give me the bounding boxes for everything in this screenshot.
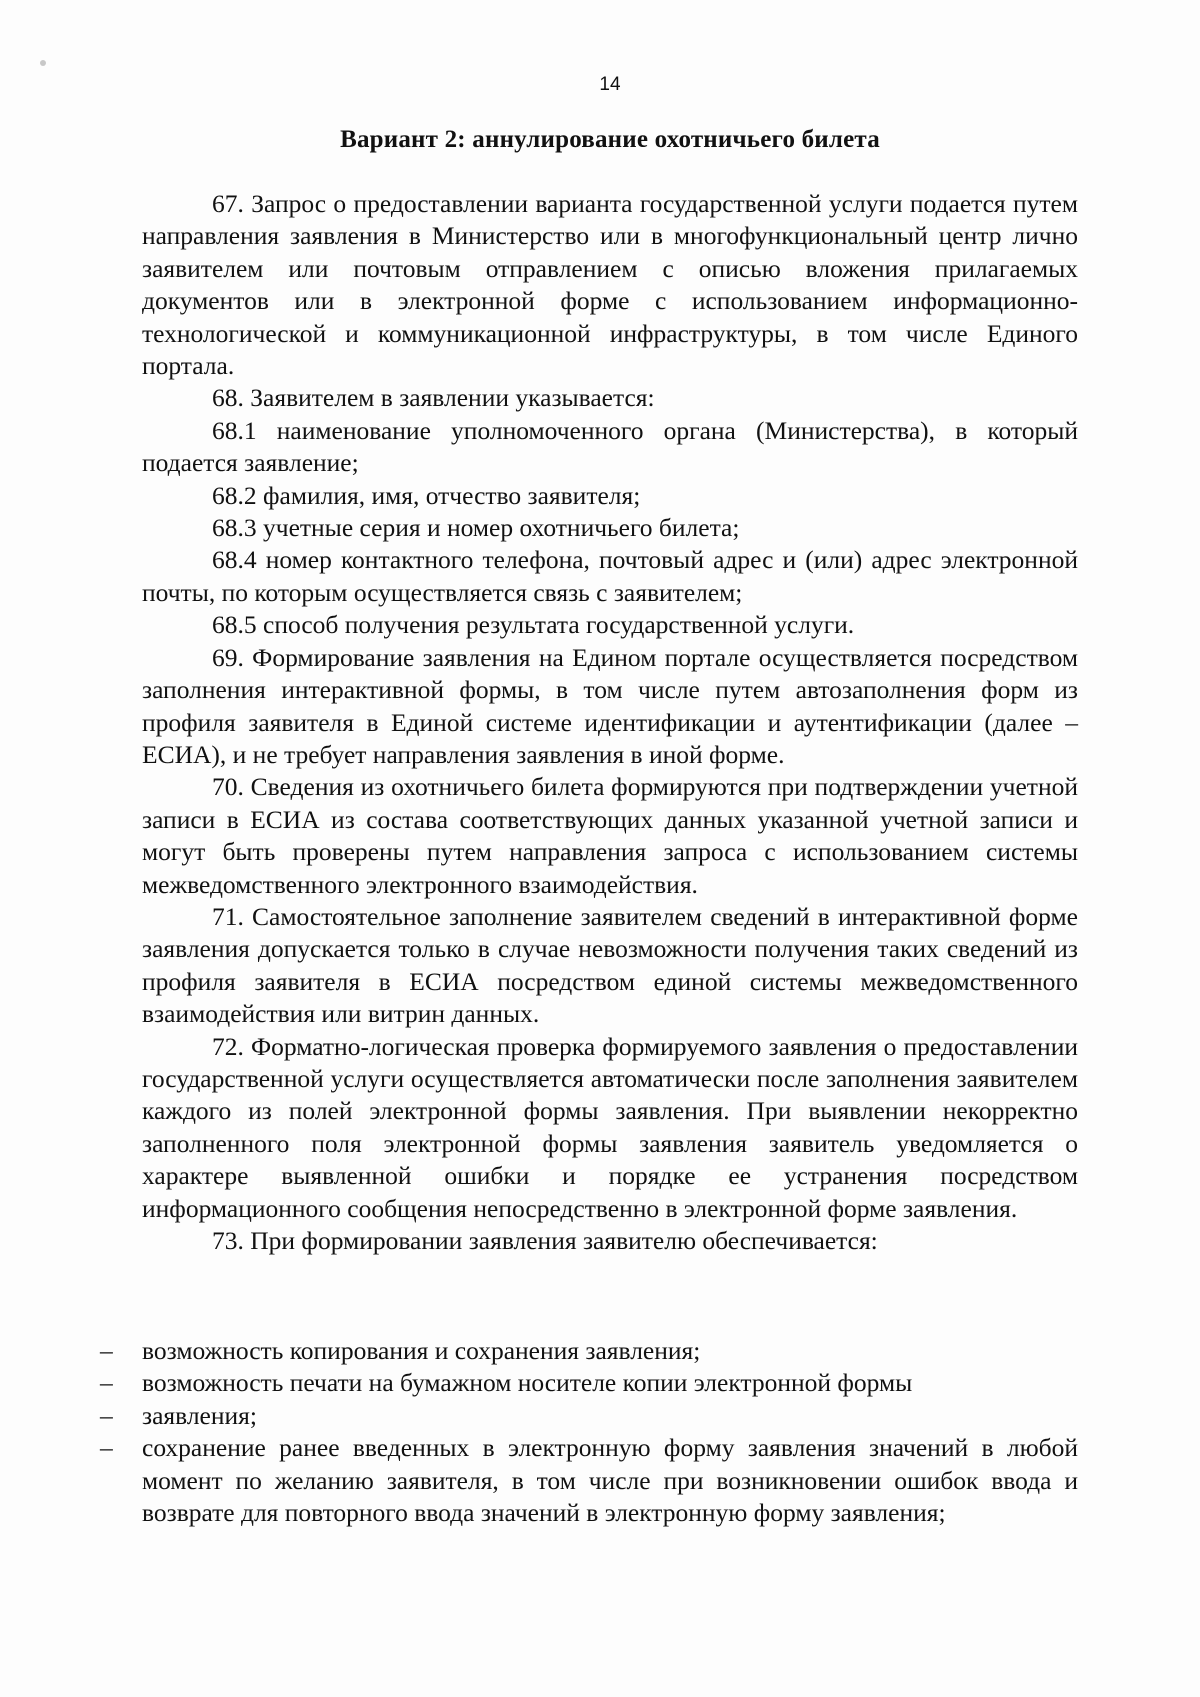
paragraph-73: 73. При формировании заявления заявителю обеспечивается: [212, 1226, 878, 1255]
paragraph-68-1: 68.1 наименование уполномоченного органа (Министерства), в который подается заявление; [142, 415, 1078, 478]
paragraph-68: 68. Заявителем в заявлении указывается: [212, 383, 655, 413]
document-body [142, 188, 1078, 1257]
bullet-text: возможность копирования и сохранения заявления; [142, 1336, 701, 1365]
paragraph-71: 71. Самостоятельное заполнение заявителем сведений в интерактивной форме заявления допускается только в случае невозможности получения таких сведений из профиля заявителя в ЕСИА посредством единой системы межведомственного взаимодействия или витрин данных. [142, 901, 1078, 1029]
list-item [100, 1400, 1078, 1432]
bullet-dash: – [100, 1368, 113, 1398]
paragraph-68-4: 68.4 номер контактного телефона, почтовый адрес и (или) адрес электронной почты, по которым осуществляется связь с заявителем; [142, 545, 1078, 607]
bullet-text: заявления; [142, 1400, 257, 1430]
section-title: Вариант 2: аннулирование охотничьего билета [340, 126, 880, 153]
paragraph-67: 67. Запрос о предоставлении варианта государственной услуги подается путем направления заявления в Министерство или в многофункциональный центр лично заявителем или почтовым отправлением с описью вложения прилагаемых документов или в электронной форме с использованием информационно-технологической и коммуникационной инфраструктуры, в том числе Единого портала. [142, 189, 1078, 381]
bullet-dash: – [100, 1400, 113, 1430]
paragraph-72: 72. Форматно-логическая проверка формируемого заявления о предоставлении государственной услуги осуществляется автоматически после заполнения заявителем каждого из полей электронной формы заявления. При выявлении некорректно заполненного поля электронной формы заявления заявитель уведомляется о характере выявленной ошибки и порядке ее устранения посредством информационного сообщения непосредственно в электронной форме заявления. [142, 1031, 1078, 1223]
paragraph-68-3: 68.3 учетные серия и номер охотничьего билета; [212, 513, 740, 543]
paragraph-69: 69. Формирование заявления на Едином портале осуществляется посредством заполнения интерактивной формы, в том числе путем автозаполнения форм из профиля заявителя в Единой системе идентификации и аутентификации (далее – ЕСИА), и не требует направления заявления в иной форме. [142, 642, 1078, 769]
paragraph-68-2: 68.2 фамилия, имя, отчество заявителя; [212, 480, 641, 510]
list-item [100, 1335, 1078, 1367]
page-number: 14 [599, 74, 621, 95]
paragraph-68-5: 68.5 способ получения результата государственной услуги. [212, 610, 855, 640]
list-item [100, 1367, 1078, 1399]
bullet-dash: – [100, 1433, 113, 1463]
bullet-list [100, 1335, 1078, 1529]
paragraph-70: 70. Сведения из охотничьего билета формируются при подтверждении учетной записи в ЕСИА из состава соответствующих данных указанной учетной записи и могут быть проверены путем направления запроса с использованием системы межведомственного электронного взаимодействия. [142, 772, 1078, 899]
scan-speck [40, 60, 46, 66]
bullet-dash: – [100, 1336, 113, 1365]
bullet-text: сохранение ранее введенных в электронную форму заявления значений в любой момент по желанию заявителя, в том числе при возникновении ошибок ввода и возврате для повторного ввода значений в электронную форму заявления; [142, 1433, 1078, 1528]
bullet-text: возможность печати на бумажном носителе копии электронной формы [142, 1368, 913, 1398]
list-item [100, 1432, 1078, 1529]
